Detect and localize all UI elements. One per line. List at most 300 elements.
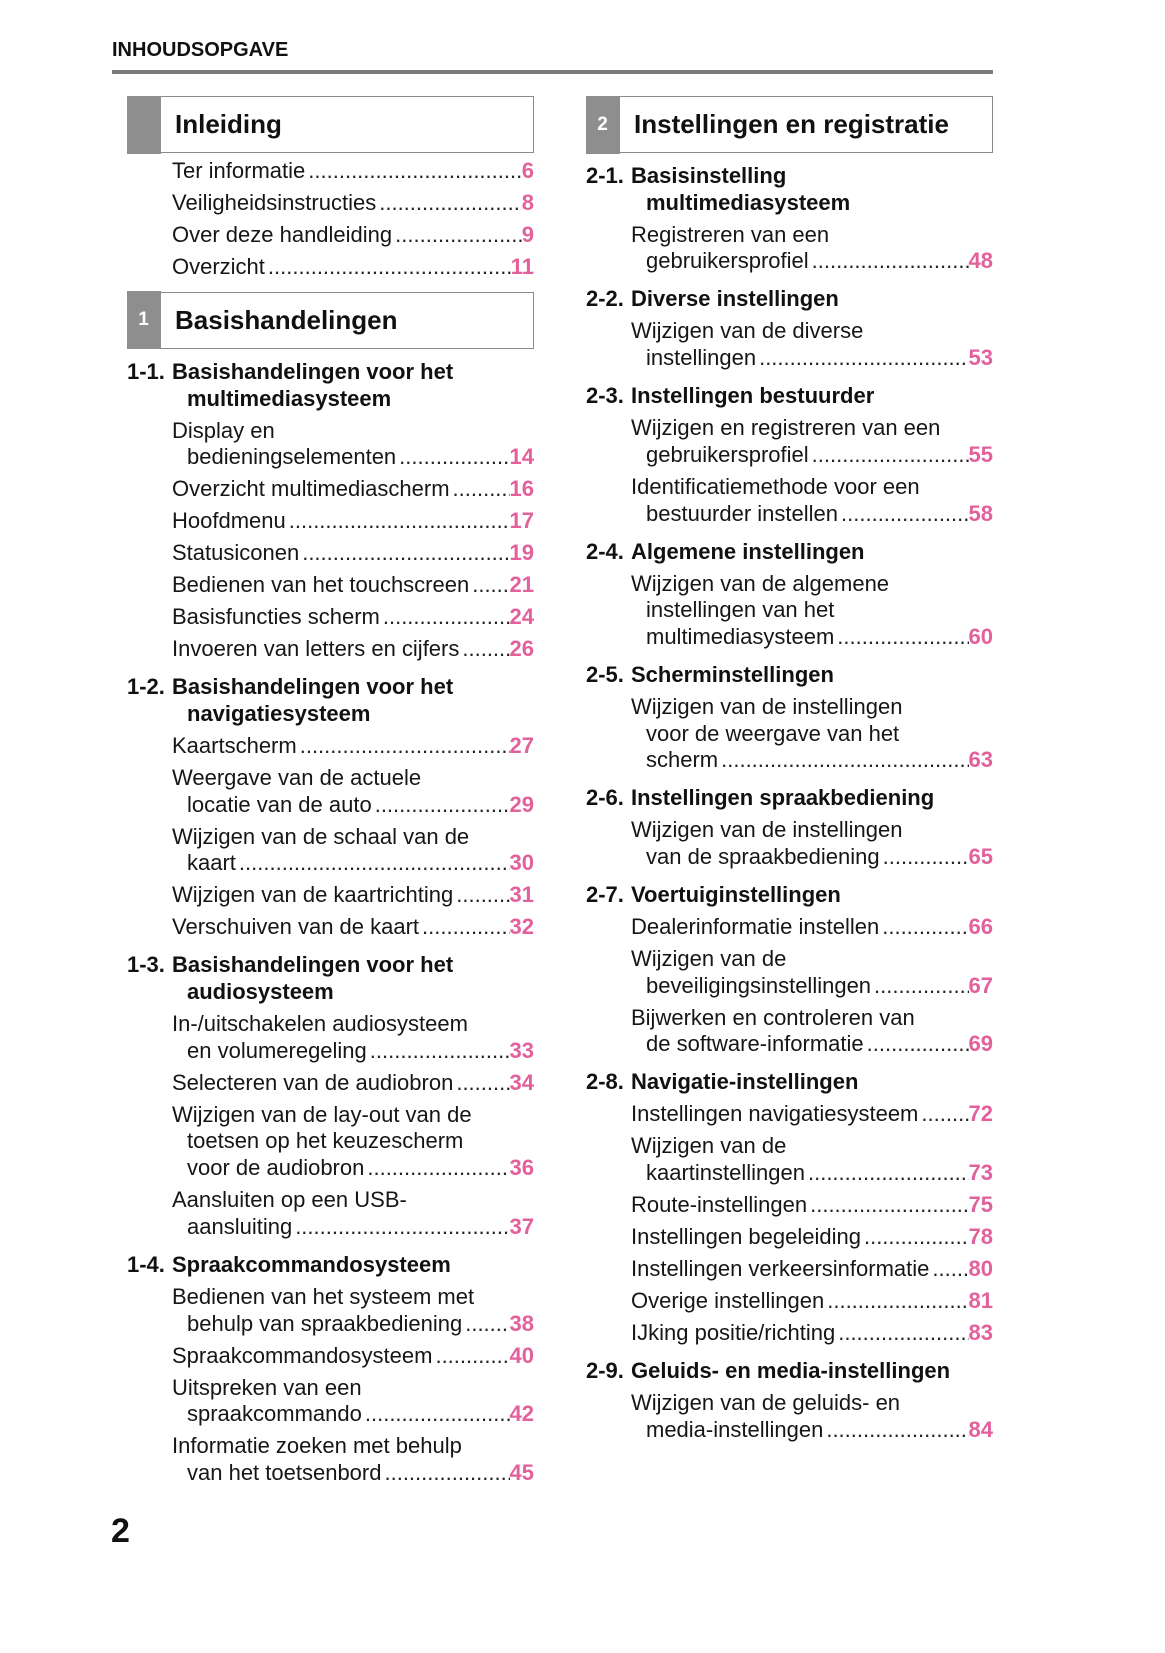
toc-entry-line — [586, 973, 993, 1000]
toc-entry-line — [127, 792, 534, 819]
page-number: 2 — [111, 1512, 130, 1550]
dot-leader — [295, 1214, 509, 1241]
toc-entry[interactable] — [127, 540, 534, 567]
toc-entry-line — [127, 733, 534, 760]
toc-entry[interactable] — [127, 882, 534, 909]
dot-leader — [883, 844, 969, 871]
toc-page-number: 30 — [509, 850, 534, 876]
toc-entry-text: Instellingen navigatiesysteem — [631, 1101, 919, 1127]
toc-entry-line — [586, 1288, 993, 1315]
subsection-number: 2-3. — [586, 383, 624, 409]
toc-entry-text: Wijzigen van de geluids- en — [631, 1390, 901, 1416]
toc-entry-text: Aansluiten op een USB- — [172, 1187, 407, 1213]
toc-entry[interactable] — [586, 817, 993, 870]
dot-leader — [874, 973, 968, 1000]
subsection-heading-line — [586, 1358, 993, 1385]
toc-entry-line — [127, 604, 534, 631]
toc-entry[interactable] — [127, 914, 534, 941]
toc-page-number: 32 — [509, 914, 534, 940]
toc-entry-text: scherm — [646, 747, 719, 773]
toc-entry-line — [586, 694, 993, 721]
dot-leader — [383, 604, 510, 631]
toc-entry-text: instellingen — [646, 345, 757, 371]
toc-entry-text: van de spraakbediening — [646, 844, 880, 870]
toc-entry-line — [127, 882, 534, 909]
dot-leader — [932, 1256, 968, 1283]
toc-entry[interactable] — [586, 1005, 993, 1058]
toc-entry-text: Overzicht multimediascherm — [172, 476, 450, 502]
toc-page-number: 19 — [509, 540, 534, 566]
dot-leader — [300, 733, 510, 760]
toc-entry-text: Registreren van een — [631, 221, 830, 247]
dot-leader — [268, 254, 511, 281]
section-box — [586, 96, 993, 153]
section-box — [127, 292, 534, 349]
toc-entry-text: Weergave van de actuele — [172, 764, 422, 790]
toc-entry-text: Wijzigen van de kaartrichting — [172, 882, 454, 908]
toc-entry-line — [586, 222, 993, 249]
subsection-title: Basishandelingen voor het — [172, 674, 454, 700]
toc-page-number: 72 — [968, 1101, 993, 1127]
dot-leader — [826, 1417, 968, 1444]
toc-entry-line — [127, 1343, 534, 1370]
toc-entry[interactable] — [127, 1284, 534, 1337]
toc-entry[interactable] — [127, 158, 534, 185]
subsection-heading — [586, 163, 993, 216]
subsection-title: Algemene instellingen — [631, 538, 865, 564]
toc-entry-text: van het toetsenbord — [187, 1459, 382, 1485]
toc-page-number: 55 — [968, 441, 993, 467]
subsection-heading — [127, 1252, 534, 1279]
toc-entry-text: Bijwerken en controleren van — [631, 1004, 915, 1030]
toc-entry[interactable] — [586, 1101, 993, 1128]
toc-entry-line — [127, 1155, 534, 1182]
toc-entry-line — [586, 721, 993, 748]
toc-entry[interactable] — [586, 914, 993, 941]
subsection-heading-line — [586, 1069, 993, 1096]
subsection-heading-line — [586, 190, 993, 217]
toc-entry[interactable] — [586, 415, 993, 468]
toc-entry-text: Identificatiemethode voor een — [631, 473, 920, 499]
subsection-title: navigatiesysteem — [187, 700, 371, 726]
subsection-heading-line — [127, 952, 534, 979]
toc-entry-line — [127, 1011, 534, 1038]
toc-entry[interactable] — [127, 1375, 534, 1428]
dot-leader — [838, 1320, 968, 1347]
toc-entry-text: locatie van de auto — [187, 791, 372, 817]
toc-entry-line — [127, 1401, 534, 1428]
toc-entry-text: Selecteren van de audiobron — [172, 1069, 454, 1095]
toc-page-number: 69 — [968, 1031, 993, 1057]
toc-page-number: 17 — [509, 508, 534, 534]
toc-entry[interactable] — [127, 1433, 534, 1486]
toc-entry[interactable] — [127, 765, 534, 818]
toc-entry-line — [127, 476, 534, 503]
toc-entry-text: Display en — [172, 417, 275, 443]
toc-entry[interactable] — [586, 1288, 993, 1315]
dot-leader — [462, 636, 509, 663]
toc-entry[interactable] — [586, 571, 993, 651]
dot-leader — [921, 1101, 968, 1128]
dot-leader — [370, 1038, 510, 1065]
toc-entry-text: Dealerinformatie instellen — [631, 914, 880, 940]
toc-entry-line — [127, 1311, 534, 1338]
toc-entry-line — [586, 501, 993, 528]
toc-entry-text: Informatie zoeken met behulp — [172, 1433, 462, 1459]
section-title: Inleiding — [175, 109, 282, 139]
toc-entry-line — [586, 1320, 993, 1347]
subsection-heading — [586, 539, 993, 566]
toc-page-number: 26 — [509, 636, 534, 662]
dot-leader — [721, 747, 968, 774]
toc-page-number: 33 — [509, 1037, 534, 1063]
toc-entry-line — [127, 190, 534, 217]
subsection-heading-line — [586, 539, 993, 566]
toc-entry-text: Overige instellingen — [631, 1288, 825, 1314]
toc-entry-line — [127, 444, 534, 471]
toc-entry-text: Instellingen begeleiding — [631, 1224, 861, 1250]
toc-entry[interactable] — [586, 318, 993, 371]
toc-page-number: 31 — [509, 882, 534, 908]
subsection-heading — [586, 785, 993, 812]
toc-entry-line — [127, 824, 534, 851]
toc-page-number: 45 — [509, 1459, 534, 1485]
subsection-heading-line — [586, 882, 993, 909]
toc-page-number: 73 — [968, 1160, 993, 1186]
toc-entry-text: Veiligheidsinstructies — [172, 189, 377, 215]
toc-entry-text: Statusiconen — [172, 540, 300, 566]
toc-entry[interactable] — [127, 254, 534, 281]
toc-entry-text: Verschuiven van de kaart — [172, 914, 420, 940]
toc-entry-line — [586, 1031, 993, 1058]
toc-page-number: 27 — [509, 732, 534, 758]
dot-leader — [759, 345, 968, 372]
toc-entry[interactable] — [127, 418, 534, 471]
toc-entry-line — [127, 1214, 534, 1241]
toc-page-number: 36 — [509, 1155, 534, 1181]
subsection-title: Basishandelingen voor het — [172, 358, 454, 384]
toc-entry[interactable] — [127, 508, 534, 535]
toc-entry-line — [586, 248, 993, 275]
subsection-heading — [586, 286, 993, 313]
toc-entry-line — [586, 817, 993, 844]
toc-entry-text: In-/uitschakelen audiosysteem — [172, 1011, 468, 1037]
toc-entry[interactable] — [127, 733, 534, 760]
toc-entry-line — [127, 158, 534, 185]
toc-entry-text: beveiligingsinstellingen — [646, 972, 872, 998]
toc-entry-text: Wijzigen van de schaal van de — [172, 823, 470, 849]
dot-leader — [422, 914, 509, 941]
toc-entry-text: Invoeren van letters en cijfers — [172, 636, 460, 662]
toc-entry-line — [127, 254, 534, 281]
toc-page-number: 53 — [968, 345, 993, 371]
toc-entry-text: bedieningselementen — [187, 444, 397, 470]
toc-entry[interactable] — [127, 476, 534, 503]
toc-entry-line — [586, 1133, 993, 1160]
subsection-title: Basisinstelling — [631, 163, 787, 188]
subsection-heading-line — [127, 979, 534, 1006]
subsection-title: Instellingen bestuurder — [631, 383, 875, 409]
subsection-number: 2-1. — [586, 163, 624, 188]
toc-entry[interactable] — [586, 1320, 993, 1347]
subsection-title: audiosysteem — [187, 979, 334, 1005]
dot-leader — [864, 1224, 969, 1251]
toc-entry-line — [127, 1187, 534, 1214]
toc-entry-line — [586, 442, 993, 469]
toc-entry[interactable] — [127, 190, 534, 217]
toc-entry[interactable] — [127, 222, 534, 249]
toc-entry-text: Route-instellingen — [631, 1192, 808, 1218]
toc-entry[interactable] — [586, 1390, 993, 1443]
toc-entry-line — [127, 850, 534, 877]
toc-entry-text: Instellingen verkeersinformatie — [631, 1256, 930, 1282]
toc-page-number: 8 — [521, 189, 534, 215]
toc-entry-line — [127, 418, 534, 445]
toc-page-number: 63 — [968, 747, 993, 773]
section-tab — [586, 96, 620, 154]
toc-page-number: 6 — [521, 157, 534, 183]
toc-entry-text: spraakcommando — [187, 1401, 362, 1427]
header-rule — [112, 70, 993, 74]
subsection-title: Diverse instellingen — [631, 286, 839, 312]
subsection-title: Instellingen spraakbediening — [631, 785, 935, 811]
toc-page-number: 24 — [509, 604, 534, 630]
toc-page-number: 38 — [509, 1310, 534, 1336]
toc-entry-text: Wijzigen van de lay-out van de — [172, 1101, 472, 1127]
subsection-number: 2-8. — [586, 1069, 624, 1095]
toc-entry-text: Bedienen van het touchscreen — [172, 572, 470, 598]
subsection-title: multimediasysteem — [187, 385, 392, 411]
toc-entry-line — [586, 345, 993, 372]
toc-page-number: 16 — [509, 476, 534, 502]
toc-page-number: 21 — [509, 572, 534, 598]
toc-entry-text: behulp van spraakbediening — [187, 1310, 463, 1336]
toc-entry-text: Wijzigen en registreren van een — [631, 415, 941, 441]
toc-entry-text: Wijzigen van de — [631, 1133, 787, 1159]
subsection-title: Basishandelingen voor het — [172, 952, 454, 978]
toc-page-number: 42 — [509, 1401, 534, 1427]
toc-entry-line — [586, 914, 993, 941]
subsection-title: Navigatie-instellingen — [631, 1069, 859, 1095]
toc-entry[interactable] — [127, 824, 534, 877]
toc-entry-line — [586, 624, 993, 651]
toc-entry-line — [586, 1417, 993, 1444]
dot-leader — [882, 914, 968, 941]
toc-entry[interactable] — [127, 572, 534, 599]
toc-entry-line — [127, 914, 534, 941]
toc-entry-text: Bedienen van het systeem met — [172, 1283, 475, 1309]
toc-entry-line — [586, 1005, 993, 1032]
toc-entry-line — [586, 747, 993, 774]
toc-page-number: 83 — [968, 1320, 993, 1346]
toc-entry-text: kaartinstellingen — [646, 1160, 805, 1186]
toc-entry[interactable] — [127, 604, 534, 631]
subsection-heading-line — [127, 701, 534, 728]
toc-page-number: 81 — [968, 1288, 993, 1314]
toc-entry-line — [127, 540, 534, 567]
left-column — [127, 96, 534, 1487]
dot-leader — [837, 624, 968, 651]
toc-entry-line — [586, 946, 993, 973]
toc-page-number: 48 — [968, 248, 993, 274]
toc-page-number: 60 — [968, 623, 993, 649]
subsection-heading-line — [586, 785, 993, 812]
page-header-title: INHOUDSOPGAVE — [112, 39, 289, 61]
toc-entry-line — [127, 572, 534, 599]
toc-entry-text: Wijzigen van de diverse — [631, 318, 864, 344]
toc-page-number: 9 — [521, 221, 534, 247]
toc-entry-text: Wijzigen van de algemene — [631, 570, 890, 596]
toc-entry-text: gebruikersprofiel — [646, 248, 809, 274]
subsection-heading-line — [586, 286, 993, 313]
subsection-title: Spraakcommandosysteem — [172, 1251, 451, 1277]
section-number: 2 — [597, 113, 608, 135]
dot-leader — [435, 1343, 509, 1370]
toc-entry[interactable] — [127, 1011, 534, 1064]
toc-entry-line — [127, 1102, 534, 1129]
toc-entry-text: multimediasysteem — [646, 623, 835, 649]
dot-leader — [456, 1070, 509, 1097]
subsection-title: Voertuiginstellingen — [631, 882, 841, 908]
dot-leader — [289, 508, 510, 535]
toc-entry-line — [586, 1256, 993, 1283]
toc-entry-text: Basisfuncties scherm — [172, 604, 380, 630]
dot-leader — [395, 222, 522, 249]
toc-entry-line — [586, 1224, 993, 1251]
toc-entry-text: voor de audiobron — [187, 1155, 365, 1181]
dot-leader — [399, 444, 509, 471]
toc-entry-text: bestuurder instellen — [646, 500, 839, 526]
dot-leader — [308, 158, 521, 185]
toc-entry-text: aansluiting — [187, 1213, 293, 1239]
toc-entry-line — [127, 508, 534, 535]
subsection-heading — [586, 1069, 993, 1096]
subsection-number: 2-2. — [586, 286, 624, 312]
toc-entry-text: Wijzigen van de — [631, 946, 787, 972]
toc-entry[interactable] — [586, 474, 993, 527]
toc-entry[interactable] — [586, 1256, 993, 1283]
toc-entry[interactable] — [127, 1102, 534, 1182]
toc-entry-line — [127, 1070, 534, 1097]
toc-entry-text: de software-informatie — [646, 1031, 864, 1057]
toc-page-number: 78 — [968, 1224, 993, 1250]
toc-entry-text: en volumeregeling — [187, 1037, 367, 1063]
toc-entry-line — [127, 1375, 534, 1402]
toc-entry-line — [586, 1160, 993, 1187]
toc-entry-line — [586, 571, 993, 598]
subsection-title: Geluids- en media-instellingen — [631, 1358, 951, 1384]
subsection-number: 1-1. — [127, 358, 165, 384]
toc-entry[interactable] — [127, 1070, 534, 1097]
toc-entry[interactable] — [586, 694, 993, 774]
toc-entry-line — [127, 1460, 534, 1487]
dot-leader — [453, 476, 510, 503]
toc-page-number: 84 — [968, 1416, 993, 1442]
toc-entry[interactable] — [586, 222, 993, 275]
toc-page-number: 58 — [968, 500, 993, 526]
section-tab — [127, 291, 161, 349]
subsection-heading — [127, 952, 534, 1005]
toc-entry-text: Overzicht — [172, 253, 265, 279]
toc-entry-text: voor de weergave van het — [646, 720, 900, 746]
subsection-heading — [586, 882, 993, 909]
dot-leader — [867, 1031, 969, 1058]
dot-leader — [384, 1460, 509, 1487]
subsection-heading — [586, 383, 993, 410]
subsection-number: 2-5. — [586, 661, 624, 687]
subsection-heading-line — [586, 383, 993, 410]
subsection-heading-line — [586, 662, 993, 689]
dot-leader — [812, 248, 969, 275]
toc-entry-line — [586, 844, 993, 871]
toc-page-number: 34 — [509, 1069, 534, 1095]
dot-leader — [379, 190, 522, 217]
toc-entry-line — [586, 415, 993, 442]
toc-page-number: 66 — [968, 914, 993, 940]
toc-entry[interactable] — [586, 1133, 993, 1186]
subsection-number: 2-7. — [586, 882, 624, 908]
toc-page-number: 29 — [509, 791, 534, 817]
subsection-number: 2-4. — [586, 538, 624, 564]
toc-entry-text: toetsen op het keuzescherm — [187, 1128, 464, 1154]
section-title: Instellingen en registratie — [634, 109, 949, 139]
section-box — [127, 96, 534, 153]
dot-leader — [456, 882, 509, 909]
dot-leader — [808, 1160, 969, 1187]
subsection-heading-line — [127, 674, 534, 701]
subsection-heading-line — [586, 163, 993, 190]
dot-leader — [841, 501, 969, 528]
dot-leader — [239, 850, 510, 877]
toc-entry[interactable] — [586, 946, 993, 999]
toc-entry-line — [586, 318, 993, 345]
toc-entry[interactable] — [586, 1224, 993, 1251]
toc-entry-text: Spraakcommandosysteem — [172, 1342, 433, 1368]
right-column — [586, 96, 993, 1444]
dot-leader — [810, 1192, 968, 1219]
subsection-heading — [586, 1358, 993, 1385]
toc-entry-text: media-instellingen — [646, 1416, 824, 1442]
toc-entry[interactable] — [127, 636, 534, 663]
toc-entry-text: Ter informatie — [172, 157, 306, 183]
dot-leader — [375, 792, 510, 819]
toc-entry-line — [127, 222, 534, 249]
toc-entry-line — [127, 1433, 534, 1460]
toc-entry[interactable] — [127, 1187, 534, 1240]
subsection-heading-line — [127, 1252, 534, 1279]
toc-entry-text: Wijzigen van de instellingen — [631, 693, 903, 719]
toc-entry-text: Uitspreken van een — [172, 1374, 362, 1400]
toc-page-number: 75 — [968, 1192, 993, 1218]
subsection-title: multimediasysteem — [646, 189, 851, 215]
toc-entry[interactable] — [586, 1192, 993, 1219]
subsection-number: 1-2. — [127, 674, 165, 700]
subsection-number: 1-3. — [127, 952, 165, 978]
dot-leader — [827, 1288, 968, 1315]
toc-entry-text: IJking positie/richting — [631, 1320, 836, 1346]
subsection-number: 2-9. — [586, 1358, 624, 1384]
dot-leader — [365, 1401, 510, 1428]
toc-page-number: 65 — [968, 844, 993, 870]
toc-entry-text: instellingen van het — [646, 597, 835, 623]
toc-entry[interactable] — [127, 1343, 534, 1370]
toc-entry-text: kaart — [187, 850, 236, 876]
subsection-heading-line — [127, 386, 534, 413]
toc-entry-text: Hoofdmenu — [172, 508, 286, 534]
subsection-heading — [586, 662, 993, 689]
toc-page-number: 37 — [509, 1213, 534, 1239]
section-number: 1 — [138, 309, 149, 331]
